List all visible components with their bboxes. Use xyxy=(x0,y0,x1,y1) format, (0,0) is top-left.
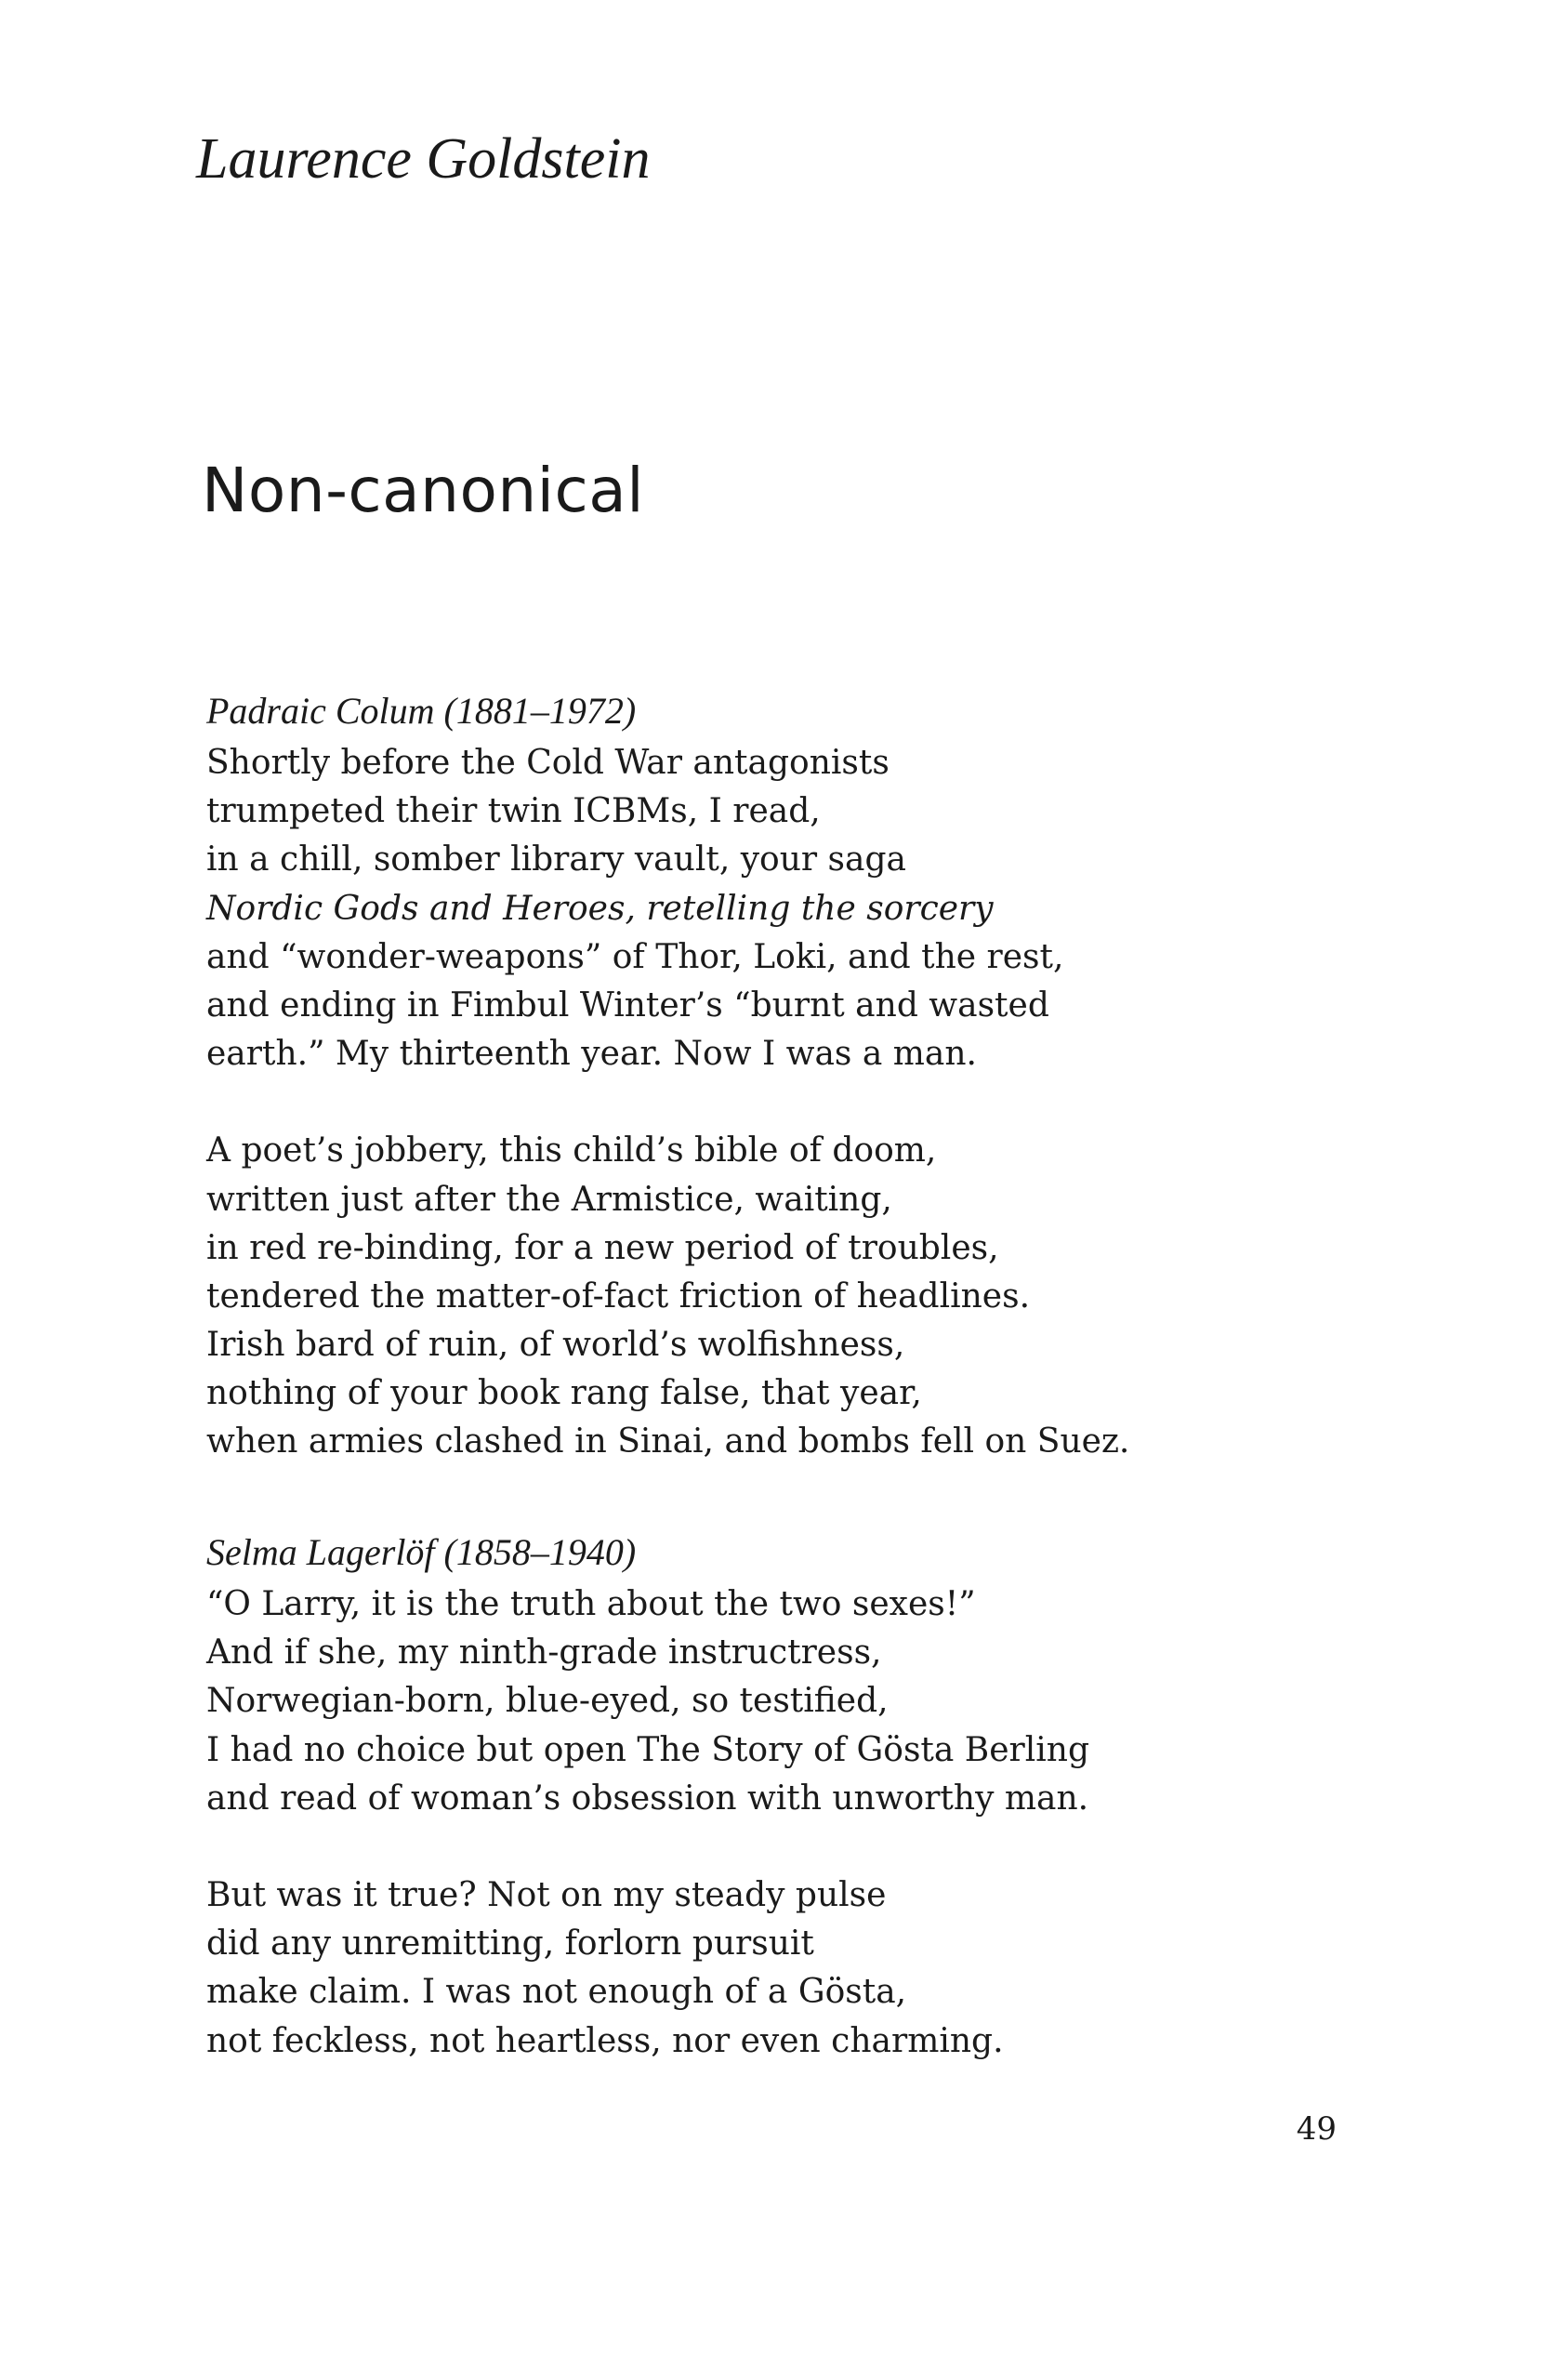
section-heading-lagerlof: Selma Lagerlöf (1858–1940) xyxy=(206,1531,637,1573)
verse-line: in red re-binding, for a new period of troubles, xyxy=(206,1228,999,1267)
verse-line: nothing of your book rang false, that year, xyxy=(206,1374,922,1413)
stanza-break xyxy=(206,1078,1377,1127)
verse-line: Norwegian-born, blue-eyed, so testified, xyxy=(206,1682,889,1721)
verse-line: make claim. I was not enough of a Gösta, xyxy=(206,1973,907,2012)
verse-line: trumpeted their twin ICBMs, I read, xyxy=(206,792,821,831)
verse-line: Shortly before the Cold War antagonists xyxy=(206,744,890,782)
verse-line: But was it true? Not on my steady pulse xyxy=(206,1875,887,1914)
verse-line: written just after the Armistice, waiting, xyxy=(206,1180,892,1219)
running-head-author: Laurence Goldstein xyxy=(196,127,651,191)
poem-section-lagerlof xyxy=(206,1525,1377,2066)
verse-line: I had no choice but open The Story of Gösta Berling xyxy=(206,1730,1090,1769)
verse-line: And if she, my ninth-grade instructress, xyxy=(206,1633,882,1673)
poem-title: Non-canonical xyxy=(202,455,645,526)
page-number: 49 xyxy=(1296,2110,1337,2148)
verse-line: not feckless, not heartless, nor even charming. xyxy=(206,2021,1004,2060)
verse-line: “O Larry, it is the truth about the two sexes!” xyxy=(206,1585,976,1623)
poem-section-colum xyxy=(206,683,1377,1467)
book-title-nordic-gods: Nordic Gods and Heroes, retelling the sorcery xyxy=(206,889,994,928)
verse-line: A poet’s jobbery, this child’s bible of doom, xyxy=(206,1131,937,1170)
verse-line: and “wonder-weapons” of Thor, Loki, and the rest, xyxy=(206,937,1064,976)
verse-line: Irish bard of ruin, of world’s wolfishness, xyxy=(206,1326,905,1365)
verse-line: when armies clashed in Sinai, and bombs fell on Suez. xyxy=(206,1422,1130,1461)
verse-line: did any unremitting, forlorn pursuit xyxy=(206,1924,814,1964)
verse-line: earth.” My thirteenth year. Now I was a man. xyxy=(206,1035,977,1074)
verse-line: in a chill, somber library vault, your saga xyxy=(206,840,906,879)
section-heading-colum: Padraic Colum (1881–1972) xyxy=(206,690,637,732)
verse-line: tendered the matter-of-fact friction of headlines. xyxy=(206,1276,1031,1316)
verse-line-with-title xyxy=(206,885,1377,933)
verse-line: and ending in Fimbul Winter’s “burnt and wasted xyxy=(206,985,1049,1025)
verse-line: and read of woman’s obsession with unworthy man. xyxy=(206,1778,1089,1818)
stanza-break xyxy=(206,1823,1377,1871)
